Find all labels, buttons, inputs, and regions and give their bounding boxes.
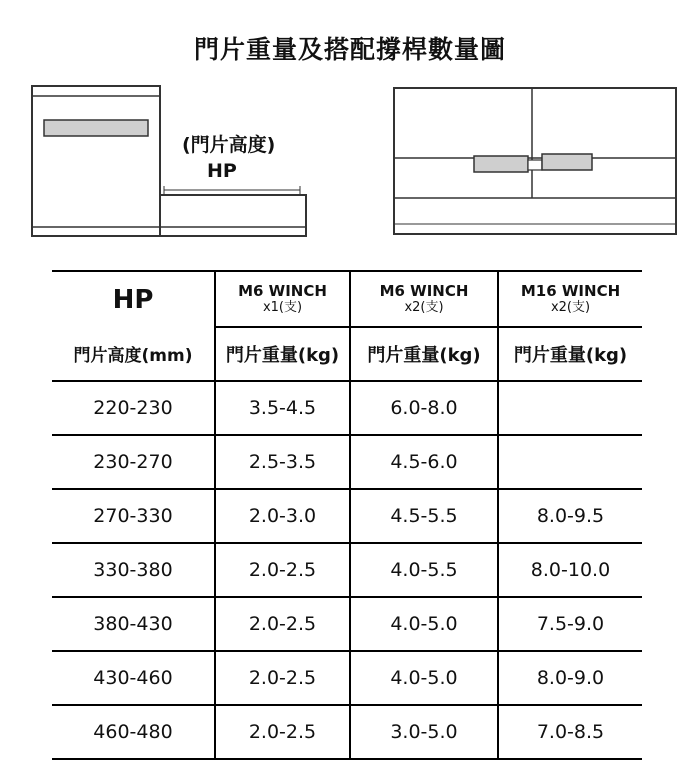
table-row: [52, 651, 642, 705]
col-header-2: M6 WINCH x2(支): [350, 271, 498, 327]
weight-cell: 2.0-2.5: [215, 543, 350, 597]
weight-cell: 4.5-6.0: [350, 435, 498, 489]
table-row: [52, 435, 642, 489]
hp-cell: 270-330: [52, 489, 215, 543]
weight-cell: [498, 381, 642, 435]
col-header-1: M6 WINCH x1(支): [215, 271, 350, 327]
weight-cell: 3.5-4.5: [215, 381, 350, 435]
door-height-label: (門片高度): [182, 134, 276, 156]
hp-cell: 330-380: [52, 543, 215, 597]
weight-cell: [498, 435, 642, 489]
weight-cell: 4.0-5.5: [350, 543, 498, 597]
weight-cell: 8.0-9.5: [498, 489, 642, 543]
weight-cell: 4.0-5.0: [350, 597, 498, 651]
table-row: [52, 543, 642, 597]
col-header-3: M16 WINCH x2(支): [498, 271, 642, 327]
weight-table: [52, 270, 642, 760]
weight-cell: 2.0-2.5: [215, 597, 350, 651]
weight-label-2: 門片重量(kg): [350, 327, 498, 381]
hp-cell: 430-460: [52, 651, 215, 705]
weight-cell: 2.0-2.5: [215, 705, 350, 759]
weight-cell: 6.0-8.0: [350, 381, 498, 435]
hp-header: HP: [52, 271, 215, 327]
page-title: 門片重量及搭配撐桿數量圖: [193, 35, 506, 64]
weight-label-1: 門片重量(kg): [215, 327, 350, 381]
hp-label: HP: [207, 160, 237, 182]
weight-cell: 3.0-5.0: [350, 705, 498, 759]
weight-label-3: 門片重量(kg): [498, 327, 642, 381]
weight-cell: 8.0-9.0: [498, 651, 642, 705]
hp-cell: 230-270: [52, 435, 215, 489]
table-row: [52, 705, 642, 759]
cabinet-side-diagram: [30, 84, 320, 244]
weight-cell: 2.5-3.5: [215, 435, 350, 489]
table-row: [52, 381, 642, 435]
hp-cell: 380-430: [52, 597, 215, 651]
weight-cell: 2.0-2.5: [215, 651, 350, 705]
weight-cell: 4.0-5.0: [350, 651, 498, 705]
cabinet-front-diagram: [392, 86, 682, 238]
weight-cell: 4.5-5.5: [350, 489, 498, 543]
table-row: [52, 489, 642, 543]
weight-cell: 7.0-8.5: [498, 705, 642, 759]
weight-cell: 7.5-9.0: [498, 597, 642, 651]
table-row: [52, 597, 642, 651]
weight-cell: 8.0-10.0: [498, 543, 642, 597]
weight-cell: 2.0-3.0: [215, 489, 350, 543]
hp-subheader: 門片高度(mm): [52, 327, 215, 381]
hp-cell: 460-480: [52, 705, 215, 759]
hp-cell: 220-230: [52, 381, 215, 435]
